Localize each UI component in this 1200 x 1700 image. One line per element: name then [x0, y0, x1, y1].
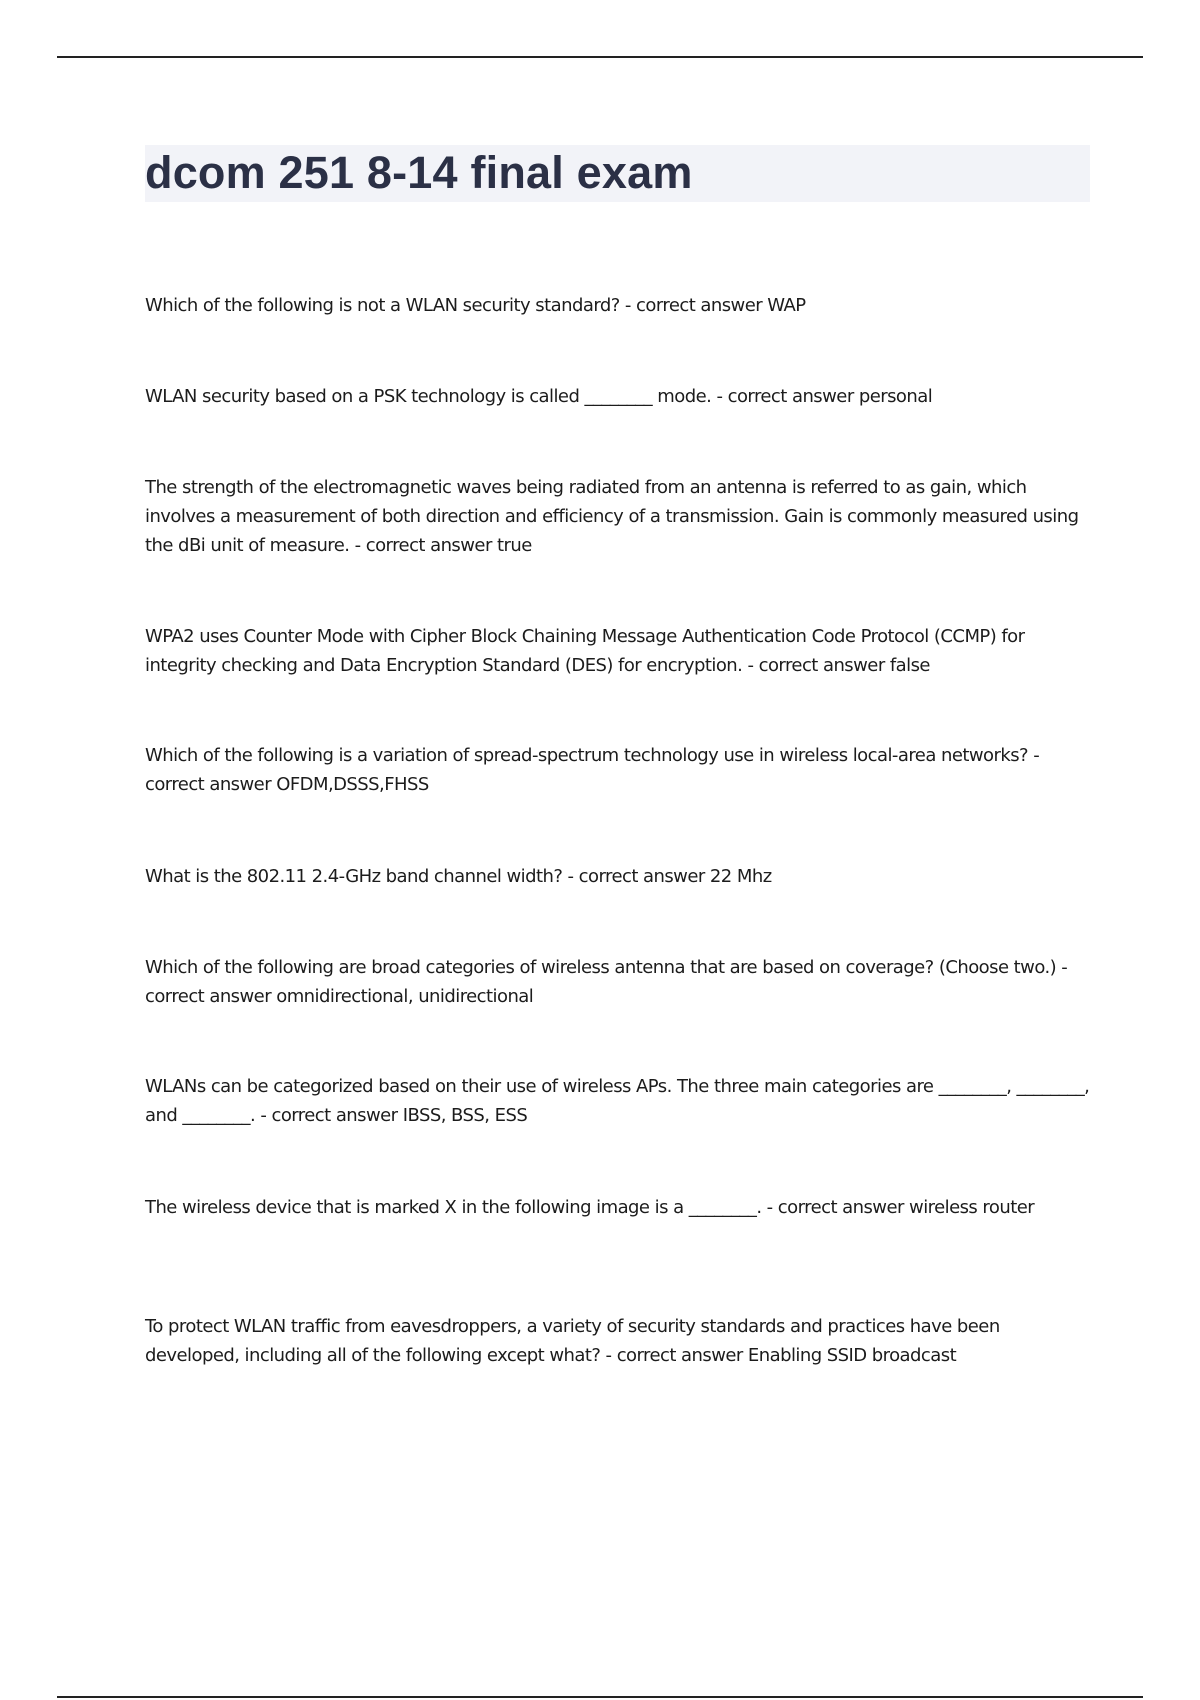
answer-label: correct answer: [777, 1197, 904, 1218]
top-rule: [57, 56, 1143, 58]
answer-label: correct answer: [727, 386, 854, 407]
answer-text: omnidirectional, unidirectional: [276, 986, 534, 1007]
qa-item-4: [145, 622, 1090, 680]
question-text: Which of the following is not a WLAN security standard?: [145, 295, 620, 316]
answer-text: OFDM,DSSS,FHSS: [276, 774, 429, 795]
answer-label: correct answer: [271, 1105, 398, 1126]
answer-text: 22 Mhz: [709, 866, 772, 887]
separator: -: [742, 655, 759, 676]
answer-label: correct answer: [636, 295, 763, 316]
question-text: WPA2 uses Counter Mode with Cipher Block Chaining Message Authentication Code Protocol (CCMP) for integrity checking and Data Encryption Standard (DES) for encryption.: [145, 626, 1025, 676]
question-text: What is the 802.11 2.4-GHz band channel width?: [145, 866, 563, 887]
qa-item-8: [145, 1072, 1090, 1130]
qa-item-1: [145, 291, 1090, 320]
qa-item-6: [145, 862, 1090, 891]
question-text: WLAN security based on a PSK technology is called ________ mode.: [145, 386, 712, 407]
separator: -: [619, 295, 637, 316]
separator: -: [600, 1345, 617, 1366]
answer-text: personal: [858, 386, 933, 407]
qa-item-3: [145, 473, 1090, 560]
answer-text: wireless router: [909, 1197, 1035, 1218]
qa-item-5: [145, 741, 1090, 799]
question-text: The wireless device that is marked X in the following image is a ________.: [145, 1197, 762, 1218]
question-text: Which of the following are broad categories of wireless antenna that are based on coverage? (Choose two.): [145, 957, 1057, 978]
answer-label: correct answer: [616, 1345, 743, 1366]
separator: -: [255, 1105, 272, 1126]
question-text: WLANs can be categorized based on their use of wireless APs. The three main categories are ________, ________, and ________.: [145, 1076, 1090, 1126]
answer-label: correct answer: [145, 774, 272, 795]
answer-text: false: [889, 655, 930, 676]
answer-label: correct answer: [578, 866, 705, 887]
qa-item-10: [145, 1312, 1090, 1370]
question-text: Which of the following is a variation of spread-spectrum technology use in wireless local-area networks?: [145, 745, 1029, 766]
answer-label: correct answer: [145, 986, 272, 1007]
bottom-rule: [57, 1696, 1143, 1698]
answer-text: WAP: [767, 295, 806, 316]
qa-item-7: [145, 953, 1090, 1011]
page-title: dcom 251 8-14 final exam: [145, 147, 693, 198]
question-text: To protect WLAN traffic from eavesdroppers, a variety of security standards and practices have been developed, including all of the following except what?: [145, 1316, 1000, 1366]
answer-text: true: [496, 535, 532, 556]
answer-label: correct answer: [758, 655, 885, 676]
separator: -: [562, 866, 579, 887]
qa-item-2: [145, 382, 1090, 411]
answer-text: IBSS, BSS, ESS: [402, 1105, 528, 1126]
question-text: The strength of the electromagnetic waves being radiated from an antenna is referred to as gain, which involves a measurement of both direction and efficiency of a transmission. Gain is commonly measured using the dBi unit of measure.: [145, 477, 1079, 556]
answer-text: Enabling SSID broadcast: [747, 1345, 957, 1366]
separator: -: [1056, 957, 1068, 978]
separator: -: [711, 386, 728, 407]
separator: -: [1028, 745, 1040, 766]
separator: -: [761, 1197, 778, 1218]
separator: -: [349, 535, 366, 556]
qa-item-9: [145, 1193, 1090, 1222]
answer-label: correct answer: [365, 535, 492, 556]
